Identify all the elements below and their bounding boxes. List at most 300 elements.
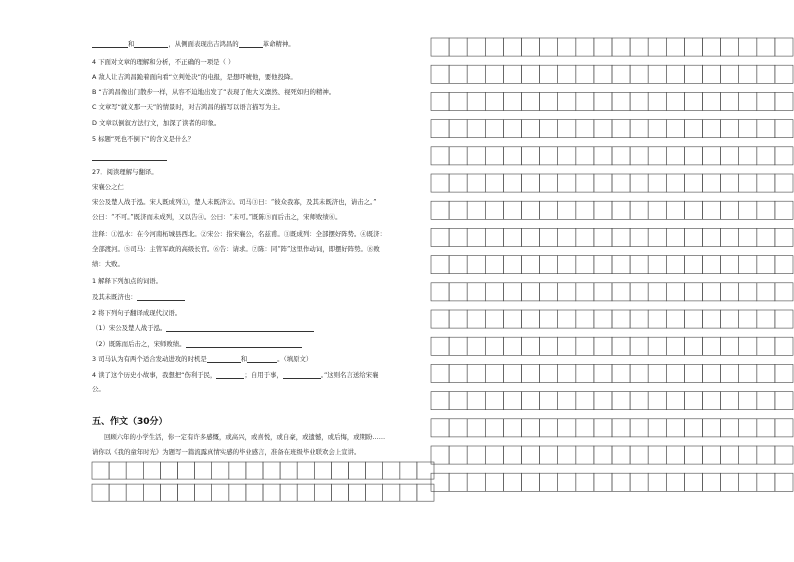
grid-cell[interactable]: [703, 337, 721, 355]
grid-cell[interactable]: [485, 337, 503, 355]
grid-cell[interactable]: [739, 147, 757, 165]
grid-cell[interactable]: [540, 147, 558, 165]
grid-cell[interactable]: [467, 65, 485, 83]
grid-cell[interactable]: [612, 473, 630, 491]
grid-cell[interactable]: [558, 65, 576, 83]
grid-cell[interactable]: [431, 419, 449, 437]
grid-cell[interactable]: [467, 473, 485, 491]
grid-cell[interactable]: [739, 92, 757, 110]
grid-cell[interactable]: [648, 38, 666, 56]
grid-cell[interactable]: [431, 392, 449, 410]
grid-cell[interactable]: [558, 228, 576, 246]
grid-cell[interactable]: [540, 256, 558, 274]
grid-cell[interactable]: [109, 484, 126, 501]
grid-cell[interactable]: [449, 392, 467, 410]
grid-cell[interactable]: [467, 392, 485, 410]
grid-cell[interactable]: [449, 120, 467, 138]
grid-cell[interactable]: [522, 283, 540, 301]
grid-cell[interactable]: [522, 337, 540, 355]
grid-cell[interactable]: [576, 174, 594, 192]
grid-cell[interactable]: [229, 484, 246, 501]
grid-cell[interactable]: [540, 38, 558, 56]
grid-cell[interactable]: [314, 484, 331, 501]
grid-cell[interactable]: [703, 392, 721, 410]
grid-cell[interactable]: [503, 364, 521, 382]
grid-cell[interactable]: [594, 38, 612, 56]
grid-cell[interactable]: [612, 337, 630, 355]
grid-cell[interactable]: [431, 92, 449, 110]
grid-cell[interactable]: [630, 147, 648, 165]
grid-cell[interactable]: [630, 364, 648, 382]
grid-cell[interactable]: [648, 364, 666, 382]
grid-cell[interactable]: [467, 228, 485, 246]
option-b[interactable]: B “吉鸿昌像出门散步一样，从容不迫地出发了”表现了他大义凛然、视死如归的精神。: [92, 88, 336, 96]
grid-cell[interactable]: [630, 419, 648, 437]
grid-cell[interactable]: [612, 65, 630, 83]
grid-cell[interactable]: [775, 364, 793, 382]
grid-cell[interactable]: [630, 120, 648, 138]
grid-cell[interactable]: [612, 174, 630, 192]
grid-cell[interactable]: [522, 419, 540, 437]
grid-cell[interactable]: [449, 38, 467, 56]
grid-cell[interactable]: [558, 256, 576, 274]
grid-cell[interactable]: [449, 310, 467, 328]
grid-cell[interactable]: [109, 462, 126, 479]
grid-cell[interactable]: [449, 473, 467, 491]
grid-cell[interactable]: [522, 120, 540, 138]
grid-cell[interactable]: [612, 228, 630, 246]
grid-cell[interactable]: [666, 228, 684, 246]
grid-cell[interactable]: [297, 462, 314, 479]
grid-cell[interactable]: [757, 92, 775, 110]
grid-cell[interactable]: [349, 462, 366, 479]
grid-cell[interactable]: [467, 120, 485, 138]
grid-cell[interactable]: [449, 201, 467, 219]
grid-cell[interactable]: [775, 256, 793, 274]
grid-cell[interactable]: [485, 147, 503, 165]
grid-cell[interactable]: [400, 484, 417, 501]
grid-cell[interactable]: [757, 174, 775, 192]
grid-cell[interactable]: [594, 310, 612, 328]
grid-cell[interactable]: [612, 120, 630, 138]
grid-cell[interactable]: [703, 120, 721, 138]
grid-cell[interactable]: [522, 201, 540, 219]
grid-cell[interactable]: [775, 120, 793, 138]
grid-cell[interactable]: [540, 228, 558, 246]
grid-cell[interactable]: [721, 392, 739, 410]
grid-cell[interactable]: [612, 419, 630, 437]
grid-cell[interactable]: [522, 174, 540, 192]
grid-cell[interactable]: [576, 92, 594, 110]
grid-cell[interactable]: [594, 147, 612, 165]
grid-cell[interactable]: [503, 310, 521, 328]
grid-cell[interactable]: [757, 65, 775, 83]
grid-cell[interactable]: [684, 446, 702, 464]
grid-cell[interactable]: [757, 228, 775, 246]
grid-cell[interactable]: [522, 92, 540, 110]
grid-cell[interactable]: [684, 310, 702, 328]
grid-cell[interactable]: [684, 419, 702, 437]
grid-cell[interactable]: [449, 147, 467, 165]
grid-cell[interactable]: [594, 419, 612, 437]
grid-cell[interactable]: [485, 65, 503, 83]
grid-cell[interactable]: [739, 65, 757, 83]
grid-cell[interactable]: [757, 283, 775, 301]
grid-cell[interactable]: [630, 446, 648, 464]
grid-cell[interactable]: [594, 65, 612, 83]
grid-cell[interactable]: [775, 174, 793, 192]
grid-cell[interactable]: [331, 484, 348, 501]
grid-cell[interactable]: [648, 473, 666, 491]
grid-cell[interactable]: [648, 310, 666, 328]
grid-cell[interactable]: [666, 337, 684, 355]
grid-cell[interactable]: [558, 337, 576, 355]
grid-cell[interactable]: [666, 201, 684, 219]
grid-cell[interactable]: [178, 484, 195, 501]
grid-cell[interactable]: [684, 337, 702, 355]
grid-cell[interactable]: [449, 283, 467, 301]
grid-cell[interactable]: [594, 337, 612, 355]
grid-cell[interactable]: [775, 65, 793, 83]
grid-cell[interactable]: [775, 419, 793, 437]
grid-cell[interactable]: [449, 228, 467, 246]
grid-cell[interactable]: [246, 462, 263, 479]
grid-cell[interactable]: [666, 310, 684, 328]
grid-cell[interactable]: [684, 473, 702, 491]
grid-cell[interactable]: [630, 92, 648, 110]
grid-cell[interactable]: [775, 392, 793, 410]
grid-cell[interactable]: [467, 174, 485, 192]
grid-cell[interactable]: [721, 364, 739, 382]
grid-cell[interactable]: [522, 392, 540, 410]
grid-cell[interactable]: [630, 473, 648, 491]
grid-cell[interactable]: [540, 446, 558, 464]
grid-cell[interactable]: [684, 120, 702, 138]
grid-cell[interactable]: [648, 174, 666, 192]
grid-cell[interactable]: [684, 147, 702, 165]
grid-cell[interactable]: [540, 310, 558, 328]
grid-cell[interactable]: [449, 65, 467, 83]
grid-cell[interactable]: [703, 419, 721, 437]
grid-cell[interactable]: [558, 201, 576, 219]
grid-cell[interactable]: [594, 228, 612, 246]
grid-cell[interactable]: [576, 310, 594, 328]
grid-cell[interactable]: [449, 256, 467, 274]
grid-cell[interactable]: [431, 364, 449, 382]
grid-cell[interactable]: [576, 364, 594, 382]
grid-cell[interactable]: [666, 120, 684, 138]
grid-cell[interactable]: [467, 419, 485, 437]
grid-cell[interactable]: [703, 446, 721, 464]
grid-cell[interactable]: [594, 364, 612, 382]
grid-cell[interactable]: [721, 65, 739, 83]
grid-cell[interactable]: [522, 256, 540, 274]
grid-cell[interactable]: [666, 473, 684, 491]
grid-cell[interactable]: [739, 337, 757, 355]
grid-cell[interactable]: [297, 484, 314, 501]
grid-cell[interactable]: [540, 364, 558, 382]
grid-cell[interactable]: [757, 147, 775, 165]
grid-cell[interactable]: [503, 120, 521, 138]
grid-cell[interactable]: [739, 256, 757, 274]
grid-cell[interactable]: [666, 38, 684, 56]
grid-cell[interactable]: [757, 446, 775, 464]
grid-cell[interactable]: [485, 364, 503, 382]
grid-cell[interactable]: [703, 147, 721, 165]
grid-cell[interactable]: [703, 174, 721, 192]
grid-cell[interactable]: [721, 228, 739, 246]
grid-cell[interactable]: [739, 446, 757, 464]
grid-cell[interactable]: [594, 120, 612, 138]
grid-cell[interactable]: [503, 283, 521, 301]
grid-cell[interactable]: [684, 228, 702, 246]
grid-cell[interactable]: [739, 310, 757, 328]
grid-cell[interactable]: [594, 473, 612, 491]
grid-cell[interactable]: [212, 484, 229, 501]
grid-cell[interactable]: [775, 283, 793, 301]
grid-cell[interactable]: [721, 92, 739, 110]
grid-cell[interactable]: [594, 392, 612, 410]
grid-cell[interactable]: [431, 201, 449, 219]
grid-cell[interactable]: [558, 38, 576, 56]
grid-cell[interactable]: [485, 473, 503, 491]
grid-cell[interactable]: [757, 473, 775, 491]
grid-cell[interactable]: [666, 392, 684, 410]
grid-cell[interactable]: [431, 38, 449, 56]
grid-cell[interactable]: [485, 256, 503, 274]
grid-cell[interactable]: [558, 419, 576, 437]
grid-cell[interactable]: [229, 462, 246, 479]
grid-cell[interactable]: [576, 419, 594, 437]
grid-cell[interactable]: [503, 201, 521, 219]
grid-cell[interactable]: [92, 462, 109, 479]
grid-cell[interactable]: [757, 38, 775, 56]
grid-cell[interactable]: [703, 228, 721, 246]
grid-cell[interactable]: [630, 310, 648, 328]
grid-cell[interactable]: [449, 419, 467, 437]
grid-cell[interactable]: [703, 310, 721, 328]
grid-cell[interactable]: [522, 446, 540, 464]
grid-cell[interactable]: [576, 228, 594, 246]
grid-cell[interactable]: [431, 147, 449, 165]
grid-cell[interactable]: [485, 392, 503, 410]
grid-cell[interactable]: [684, 201, 702, 219]
grid-cell[interactable]: [739, 201, 757, 219]
grid-cell[interactable]: [449, 92, 467, 110]
grid-cell[interactable]: [612, 201, 630, 219]
grid-cell[interactable]: [449, 337, 467, 355]
grid-cell[interactable]: [648, 256, 666, 274]
grid-cell[interactable]: [630, 38, 648, 56]
grid-cell[interactable]: [703, 473, 721, 491]
grid-cell[interactable]: [467, 201, 485, 219]
grid-cell[interactable]: [666, 283, 684, 301]
grid-cell[interactable]: [775, 201, 793, 219]
grid-cell[interactable]: [431, 310, 449, 328]
grid-cell[interactable]: [485, 419, 503, 437]
grid-cell[interactable]: [666, 364, 684, 382]
grid-cell[interactable]: [739, 228, 757, 246]
grid-cell[interactable]: [721, 446, 739, 464]
grid-cell[interactable]: [757, 310, 775, 328]
grid-cell[interactable]: [576, 256, 594, 274]
grid-cell[interactable]: [485, 228, 503, 246]
grid-cell[interactable]: [522, 473, 540, 491]
grid-cell[interactable]: [721, 310, 739, 328]
grid-cell[interactable]: [485, 174, 503, 192]
grid-cell[interactable]: [540, 92, 558, 110]
grid-cell[interactable]: [630, 174, 648, 192]
grid-cell[interactable]: [349, 484, 366, 501]
grid-cell[interactable]: [630, 228, 648, 246]
grid-cell[interactable]: [666, 419, 684, 437]
grid-cell[interactable]: [684, 174, 702, 192]
grid-cell[interactable]: [280, 484, 297, 501]
grid-cell[interactable]: [263, 462, 280, 479]
grid-cell[interactable]: [630, 201, 648, 219]
grid-cell[interactable]: [467, 38, 485, 56]
grid-cell[interactable]: [576, 337, 594, 355]
grid-cell[interactable]: [431, 283, 449, 301]
grid-cell[interactable]: [143, 484, 160, 501]
grid-cell[interactable]: [648, 283, 666, 301]
grid-cell[interactable]: [576, 201, 594, 219]
grid-cell[interactable]: [431, 174, 449, 192]
grid-cell[interactable]: [594, 174, 612, 192]
grid-cell[interactable]: [449, 364, 467, 382]
grid-cell[interactable]: [721, 419, 739, 437]
grid-cell[interactable]: [721, 174, 739, 192]
grid-cell[interactable]: [684, 256, 702, 274]
grid-cell[interactable]: [431, 65, 449, 83]
grid-cell[interactable]: [92, 484, 109, 501]
option-d[interactable]: D 文章以倒叙方法行文，加深了读者的印象。: [92, 119, 221, 127]
grid-cell[interactable]: [449, 446, 467, 464]
grid-cell[interactable]: [684, 283, 702, 301]
grid-cell[interactable]: [467, 310, 485, 328]
grid-cell[interactable]: [467, 364, 485, 382]
grid-cell[interactable]: [612, 256, 630, 274]
grid-cell[interactable]: [503, 174, 521, 192]
grid-cell[interactable]: [485, 201, 503, 219]
grid-cell[interactable]: [558, 147, 576, 165]
option-a[interactable]: A 敌人让吉鸿昌跪着面向看“立判处决”的电报，是想吓唬他，要他投降。: [92, 73, 297, 81]
grid-cell[interactable]: [703, 256, 721, 274]
composition-grid-bottom[interactable]: [92, 462, 434, 501]
grid-cell[interactable]: [775, 337, 793, 355]
grid-cell[interactable]: [757, 419, 775, 437]
grid-cell[interactable]: [612, 92, 630, 110]
grid-cell[interactable]: [648, 392, 666, 410]
grid-cell[interactable]: [485, 310, 503, 328]
grid-cell[interactable]: [703, 283, 721, 301]
grid-cell[interactable]: [212, 462, 229, 479]
grid-cell[interactable]: [503, 256, 521, 274]
grid-cell[interactable]: [594, 446, 612, 464]
grid-cell[interactable]: [721, 256, 739, 274]
grid-cell[interactable]: [558, 473, 576, 491]
grid-cell[interactable]: [775, 310, 793, 328]
grid-cell[interactable]: [666, 446, 684, 464]
grid-cell[interactable]: [648, 120, 666, 138]
grid-cell[interactable]: [558, 392, 576, 410]
grid-cell[interactable]: [314, 462, 331, 479]
grid-cell[interactable]: [400, 462, 417, 479]
composition-grid-right[interactable]: [431, 38, 793, 491]
grid-cell[interactable]: [431, 228, 449, 246]
grid-cell[interactable]: [757, 201, 775, 219]
grid-cell[interactable]: [739, 38, 757, 56]
grid-cell[interactable]: [630, 65, 648, 83]
grid-cell[interactable]: [503, 473, 521, 491]
grid-cell[interactable]: [757, 364, 775, 382]
grid-cell[interactable]: [612, 446, 630, 464]
grid-cell[interactable]: [558, 92, 576, 110]
grid-cell[interactable]: [703, 65, 721, 83]
grid-cell[interactable]: [540, 473, 558, 491]
grid-cell[interactable]: [503, 446, 521, 464]
grid-cell[interactable]: [540, 283, 558, 301]
grid-cell[interactable]: [612, 283, 630, 301]
grid-cell[interactable]: [503, 337, 521, 355]
grid-cell[interactable]: [684, 92, 702, 110]
grid-cell[interactable]: [160, 484, 177, 501]
grid-cell[interactable]: [467, 92, 485, 110]
grid-cell[interactable]: [739, 283, 757, 301]
grid-cell[interactable]: [721, 120, 739, 138]
grid-cell[interactable]: [522, 310, 540, 328]
grid-cell[interactable]: [331, 462, 348, 479]
grid-cell[interactable]: [431, 337, 449, 355]
grid-cell[interactable]: [739, 364, 757, 382]
grid-cell[interactable]: [503, 65, 521, 83]
grid-cell[interactable]: [739, 174, 757, 192]
grid-cell[interactable]: [684, 392, 702, 410]
grid-cell[interactable]: [666, 65, 684, 83]
grid-cell[interactable]: [280, 462, 297, 479]
grid-cell[interactable]: [522, 228, 540, 246]
grid-cell[interactable]: [540, 65, 558, 83]
grid-cell[interactable]: [246, 484, 263, 501]
grid-cell[interactable]: [775, 446, 793, 464]
grid-cell[interactable]: [721, 38, 739, 56]
grid-cell[interactable]: [757, 392, 775, 410]
grid-cell[interactable]: [558, 446, 576, 464]
grid-cell[interactable]: [757, 120, 775, 138]
grid-cell[interactable]: [630, 256, 648, 274]
grid-cell[interactable]: [485, 283, 503, 301]
grid-cell[interactable]: [594, 201, 612, 219]
grid-cell[interactable]: [684, 38, 702, 56]
grid-cell[interactable]: [558, 310, 576, 328]
grid-cell[interactable]: [721, 147, 739, 165]
grid-cell[interactable]: [703, 38, 721, 56]
grid-cell[interactable]: [594, 283, 612, 301]
grid-cell[interactable]: [383, 462, 400, 479]
grid-cell[interactable]: [540, 174, 558, 192]
grid-cell[interactable]: [739, 473, 757, 491]
grid-cell[interactable]: [485, 446, 503, 464]
grid-cell[interactable]: [757, 337, 775, 355]
grid-cell[interactable]: [648, 147, 666, 165]
grid-cell[interactable]: [684, 364, 702, 382]
grid-cell[interactable]: [503, 419, 521, 437]
grid-cell[interactable]: [503, 147, 521, 165]
grid-cell[interactable]: [576, 147, 594, 165]
grid-cell[interactable]: [126, 484, 143, 501]
grid-cell[interactable]: [383, 484, 400, 501]
grid-cell[interactable]: [178, 462, 195, 479]
